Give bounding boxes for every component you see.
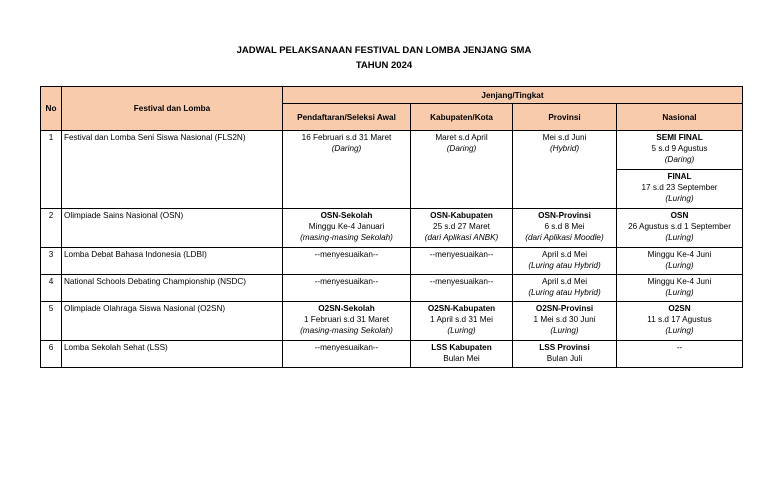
cell-mode: (Daring) [446, 144, 477, 153]
cell-mode: (Luring) [447, 326, 476, 335]
cell-mode: (Luring atau Hybrid) [528, 261, 601, 270]
cell-text: Bulan Mei [443, 354, 480, 363]
header-festival: Festival dan Lomba [62, 87, 283, 131]
cell-text: --menyesuaikan-- [429, 277, 494, 286]
cell-heading: O2SN-Provinsi [535, 304, 594, 313]
cell-mode: (Luring) [550, 326, 579, 335]
cell-text: 6 s.d 8 Mei [544, 222, 585, 231]
cell-text: --menyesuaikan-- [314, 343, 379, 352]
row-number: 5 [41, 302, 62, 341]
cell-heading: OSN-Kabupaten [430, 211, 493, 220]
cell-heading: OSN-Sekolah [320, 211, 373, 220]
cell-heading: LSS Provinsi [539, 343, 590, 352]
cell-kabupaten [411, 131, 513, 209]
event-name: Festival dan Lomba Seni Siswa Nasional (FLS2N) [62, 131, 283, 209]
cell-text: --menyesuaikan-- [314, 277, 379, 286]
cell-kabupaten [411, 275, 513, 302]
cell-provinsi [513, 275, 617, 302]
cell-nasional [617, 131, 743, 170]
event-name: Lomba Debat Bahasa Indonesia (LDBI) [62, 248, 283, 275]
row-number: 4 [41, 275, 62, 302]
header-no: No [41, 87, 62, 131]
event-name: Lomba Sekolah Sehat (LSS) [62, 341, 283, 368]
cell-pendaftaran [283, 302, 411, 341]
page-title: JADWAL PELAKSANAAN FESTIVAL DAN LOMBA JENJANG SMA [236, 45, 532, 56]
cell-text: Maret s.d April [435, 133, 488, 142]
cell-text: Minggu Ke-4 Juni [647, 277, 712, 286]
cell-provinsi [513, 341, 617, 368]
cell-nasional [617, 209, 743, 248]
cell-nasional [617, 302, 743, 341]
cell-provinsi [513, 209, 617, 248]
cell-text: 1 April s.d 31 Mei [430, 315, 493, 324]
cell-text: --menyesuaikan-- [429, 250, 494, 259]
cell-text: 5 s.d 9 Agustus [651, 144, 708, 153]
cell-mode: (Luring) [665, 194, 694, 203]
cell-nasional [617, 341, 743, 368]
row-number: 6 [41, 341, 62, 368]
cell-text: Bulan Juli [546, 354, 583, 363]
cell-mode: (Luring) [665, 326, 694, 335]
cell-text: 1 Mei s.d 30 Juni [533, 315, 596, 324]
event-name: Olimpiade Olahraga Siswa Nasional (O2SN) [62, 302, 283, 341]
cell-kabupaten [411, 341, 513, 368]
table-row [41, 275, 743, 302]
cell-nasional-final [617, 170, 743, 209]
cell-text: 26 Agustus s.d 1 September [628, 222, 731, 231]
cell-pendaftaran [283, 341, 411, 368]
header-kabupaten: Kabupaten/Kota [411, 104, 513, 131]
table-row [41, 248, 743, 275]
event-name: Olimpiade Sains Nasional (OSN) [62, 209, 283, 248]
cell-text: --menyesuaikan-- [314, 250, 379, 259]
cell-nasional [617, 248, 743, 275]
cell-pendaftaran [283, 131, 411, 209]
row-number: 1 [41, 131, 62, 209]
cell-mode: (Luring) [665, 261, 694, 270]
cell-text: 16 Februari s.d 31 Maret [301, 133, 392, 142]
cell-heading: O2SN-Kabupaten [427, 304, 496, 313]
cell-heading: LSS Kabupaten [431, 343, 492, 352]
table-row [41, 302, 743, 341]
event-name: National Schools Debating Championship (NSDC) [62, 275, 283, 302]
cell-kabupaten [411, 209, 513, 248]
table-row [41, 341, 743, 368]
cell-text: April s.d Mei [541, 250, 588, 259]
cell-heading: OSN [670, 211, 689, 220]
cell-kabupaten [411, 248, 513, 275]
page-subtitle: TAHUN 2024 [355, 60, 413, 71]
row-number: 3 [41, 248, 62, 275]
cell-mode: (Luring) [665, 233, 694, 242]
cell-text: April s.d Mei [541, 277, 588, 286]
cell-mode: (Luring atau Hybrid) [528, 288, 601, 297]
table-row [41, 131, 743, 170]
cell-pendaftaran [283, 248, 411, 275]
cell-provinsi [513, 248, 617, 275]
cell-mode: (Luring) [665, 288, 694, 297]
cell-mode: (dari Aplikasi Moodle) [525, 233, 604, 242]
cell-text: 17 s.d 23 September [641, 183, 718, 192]
cell-mode: (Hybrid) [549, 144, 580, 153]
cell-provinsi [513, 302, 617, 341]
header-jenjang: Jenjang/Tingkat [283, 87, 743, 104]
cell-text: Minggu Ke-4 Januari [308, 222, 385, 231]
cell-mode: (Daring) [664, 155, 695, 164]
header-provinsi: Provinsi [513, 104, 617, 131]
cell-pendaftaran [283, 275, 411, 302]
cell-text: 25 s.d 27 Maret [433, 222, 490, 231]
row-number: 2 [41, 209, 62, 248]
cell-text: 11 s.d 17 Agustus [647, 315, 712, 324]
table-row [41, 209, 743, 248]
header-nasional: Nasional [617, 104, 743, 131]
header-pendaftaran: Pendaftaran/Seleksi Awal [283, 104, 411, 131]
cell-text: -- [676, 343, 683, 352]
cell-text: Mei s.d Juni [542, 133, 587, 142]
cell-text: 1 Februari s.d 31 Maret [303, 315, 390, 324]
schedule-table [40, 86, 743, 368]
cell-heading: O2SN-Sekolah [318, 304, 375, 313]
cell-mode: (masing-masing Sekolah) [300, 326, 393, 335]
cell-mode: (Daring) [331, 144, 362, 153]
cell-kabupaten [411, 302, 513, 341]
cell-mode: (masing-masing Sekolah) [300, 233, 393, 242]
cell-heading: OSN-Provinsi [538, 211, 591, 220]
cell-text: Minggu Ke-4 Juni [647, 250, 712, 259]
cell-heading: SEMI FINAL [656, 133, 703, 142]
cell-mode: (dari Aplikasi ANBK) [424, 233, 499, 242]
cell-nasional [617, 275, 743, 302]
cell-heading: O2SN [668, 304, 691, 313]
cell-pendaftaran [283, 209, 411, 248]
cell-heading: FINAL [667, 172, 692, 181]
cell-provinsi [513, 131, 617, 209]
